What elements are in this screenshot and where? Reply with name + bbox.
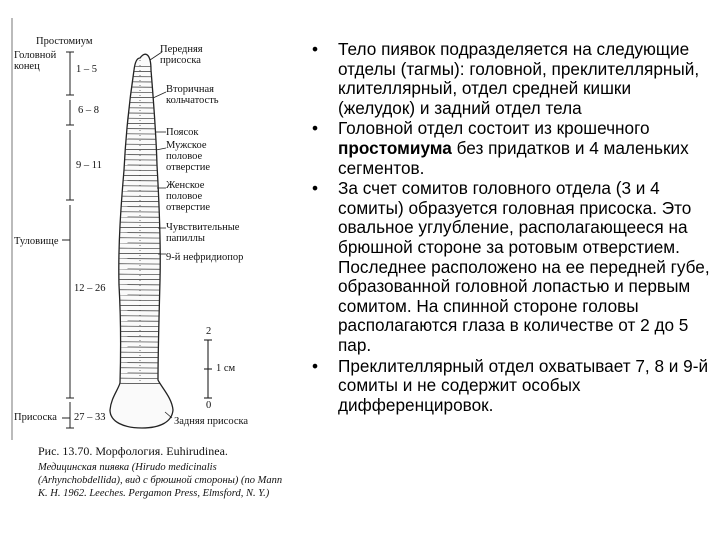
body-ring-line — [100, 66, 180, 67]
body-ring-line — [100, 284, 180, 285]
label-head-end: Головной конец — [14, 50, 57, 72]
body-ring-line — [100, 373, 180, 374]
label-male-pore: Мужское половое отверстие — [166, 140, 211, 173]
body-ring-line — [100, 357, 180, 358]
body-ring-line — [100, 82, 180, 83]
bullet-text-tail: без придатков и 4 маленьких сегментов. — [338, 137, 689, 178]
bullet-text: Головной отдел состоит из крошечного — [338, 118, 650, 139]
body-ring-line — [100, 347, 180, 348]
bullet-dot-icon: • — [312, 178, 319, 199]
label-rear-sucker-left: Присоска — [14, 412, 57, 423]
body-ring-line — [100, 274, 180, 275]
bullet-list — [312, 40, 712, 416]
body-ring-line — [100, 336, 180, 337]
label-rear-sucker: Задняя присоска — [174, 416, 249, 427]
bullet-dot-icon: • — [312, 39, 319, 59]
bullet-item — [312, 179, 712, 355]
segment-brackets — [62, 52, 74, 428]
body-ring-line — [100, 279, 180, 280]
body-ring-line — [100, 269, 180, 270]
bullet-dot-icon: • — [312, 118, 319, 139]
body-ring-line — [100, 331, 180, 332]
body-ring-line — [100, 248, 180, 249]
body-ring-line — [100, 342, 180, 343]
body-ring-line — [100, 71, 180, 72]
bullet-bold-term: простомиума — [338, 137, 452, 158]
body-ring-line — [100, 118, 180, 119]
leech-body — [110, 54, 173, 428]
label-range-12-26: 12 – 26 — [74, 283, 106, 294]
bullet-item — [312, 357, 712, 416]
figure-caption — [38, 444, 283, 500]
label-scale-0: 0 — [206, 400, 212, 411]
label-scale-1: 1 см — [216, 363, 236, 374]
body-ring-line — [100, 383, 180, 384]
bullet-dot-icon: • — [312, 355, 319, 376]
label-trunk: Туловище — [14, 236, 59, 247]
body-ring-line — [100, 352, 180, 353]
bullet-text: За счет сомитов головного отдела (3 и 4 сомиты) образуется головная присоска. Это овальное углубление, располагающееся на брюшной стороне за ротовым отверстием. Последнее расположено на ее передней губе, образованной головной лопастью и первым сомитом. На спинной стороне головы располагаются глаза в количестве от 2 до 5 пар. — [338, 178, 710, 355]
label-girdle: Поясок — [166, 127, 199, 138]
body-ring-line — [100, 123, 180, 124]
body-ring-line — [100, 76, 180, 77]
body-ring-line — [100, 113, 180, 114]
label-scale-2: 2 — [206, 326, 212, 337]
label-front-sucker: Передняя присоска — [160, 44, 203, 66]
body-ring-line — [100, 378, 180, 379]
body-ring-line — [100, 362, 180, 363]
leech-figure — [0, 0, 300, 540]
bullet-item — [312, 40, 712, 118]
body-ring-line — [100, 368, 180, 369]
body-ring-line — [100, 326, 180, 327]
label-range-1-5: 1 – 5 — [76, 64, 97, 75]
caption-title: Рис. 13.70. Морфология. Euhirudinea. — [38, 444, 228, 458]
scale-bar — [204, 340, 212, 398]
caption-source: Медицинская пиявка (Hirudo medicinalis (Arhynchobdellida), вид с брюшной стороны) (по Mann K. H. 1962. Leeches. Pergamon Press, Elmsford, N. Y.) — [38, 462, 283, 499]
bullet-text: Тело пиявок подразделяется на следующие отделы (тагмы): головной, преклителлярный, клителлярный, отдел средней кишки (желудок) и задний отдел тела — [338, 39, 700, 118]
body-ring-line — [100, 264, 180, 265]
bullet-item — [312, 119, 712, 178]
label-range-9-11: 9 – 11 — [76, 160, 102, 171]
label-secondary-rings: Вторичная кольчатость — [166, 84, 219, 106]
label-female-pore: Женское половое отверстие — [166, 180, 211, 213]
label-prostomium: Простомиум — [36, 36, 93, 47]
label-nephridiopore: 9-й нефридиопор — [166, 252, 244, 263]
label-range-6-8: 6 – 8 — [78, 105, 99, 116]
body-ring-line — [100, 217, 180, 218]
label-range-27-33: 27 – 33 — [74, 412, 106, 423]
body-ring-line — [100, 108, 180, 109]
bullet-text: Преклителлярный отдел охватывает 7, 8 и 9-й сомиты и не содержит особых дифференцировок. — [338, 355, 709, 415]
label-sensory-papillae: Чувствительные папиллы — [166, 222, 240, 244]
